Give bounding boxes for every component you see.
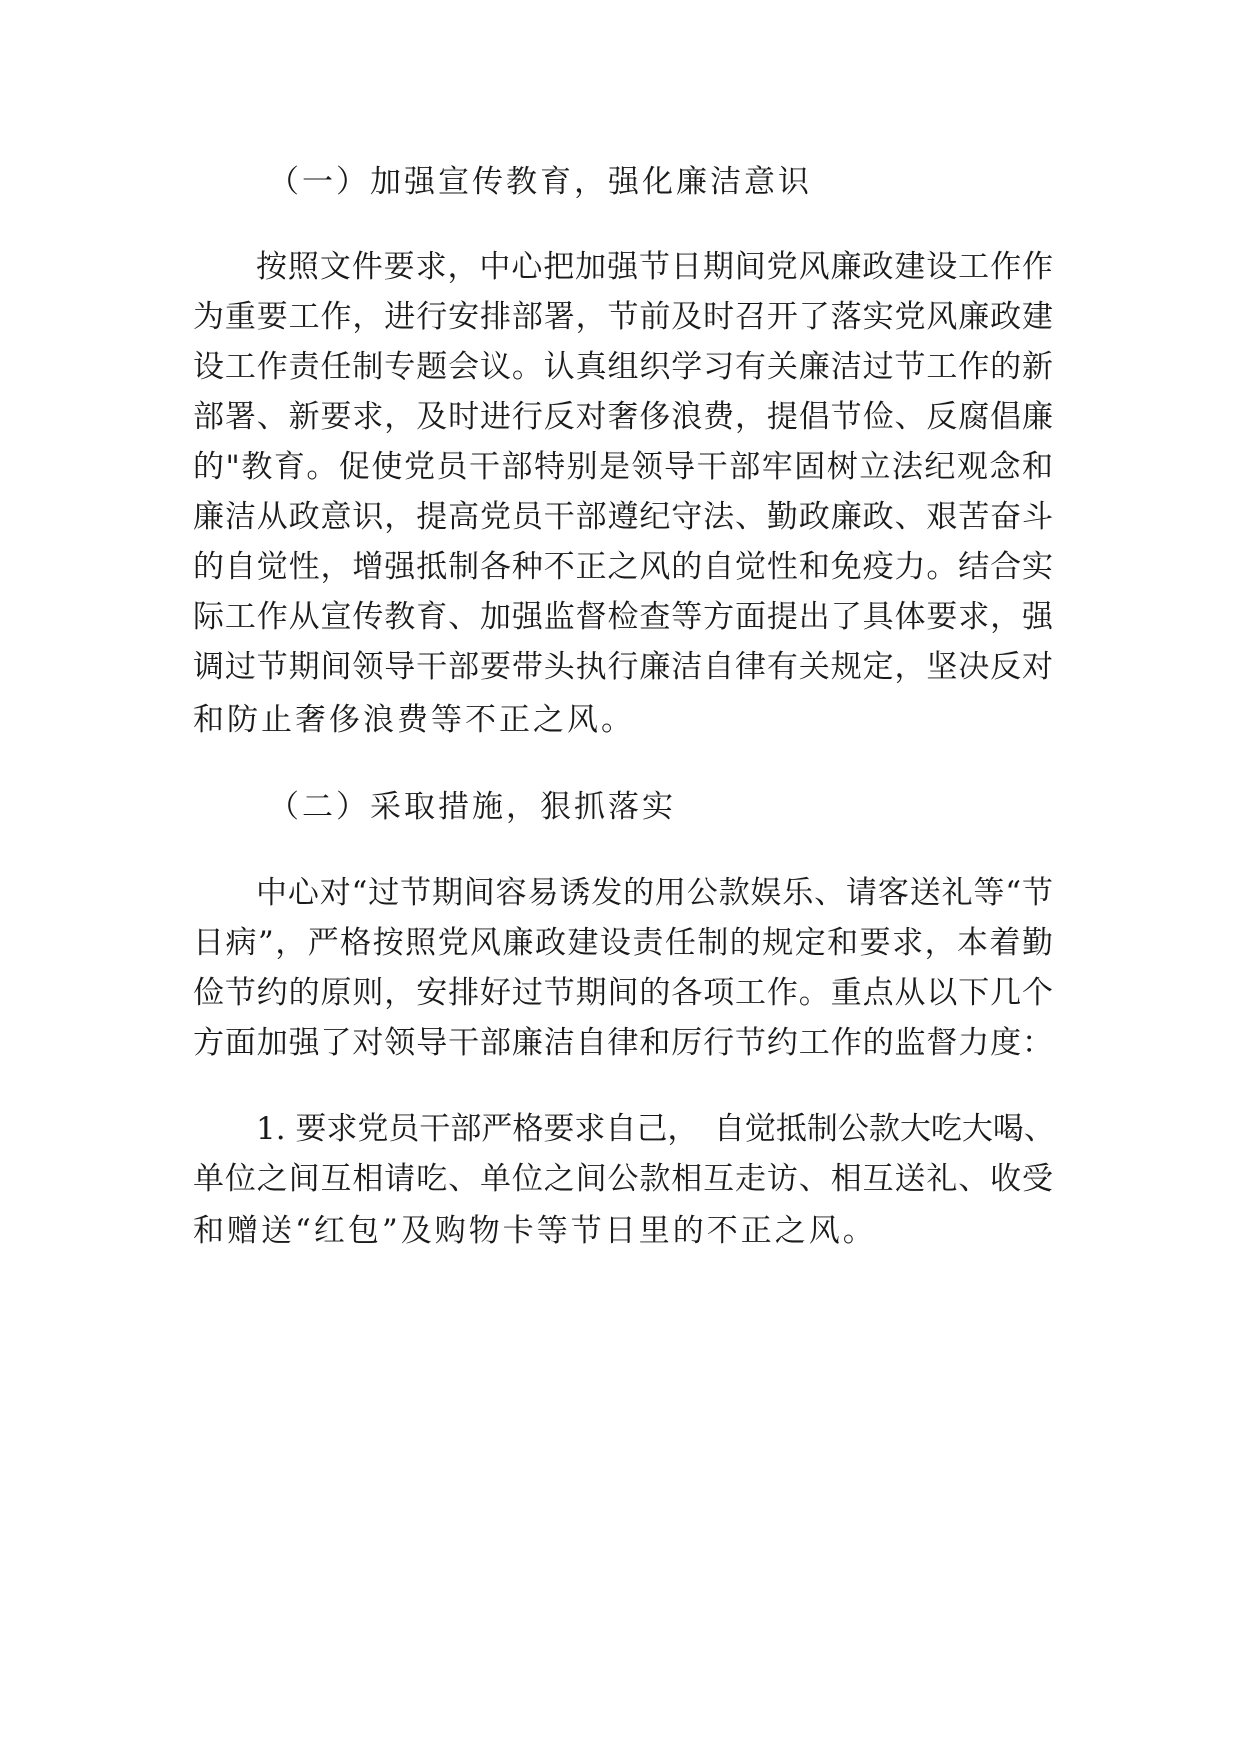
paragraph-line: 为重要工作，进行安排部署，节前及时召开了落实党风廉政建 [193, 299, 1053, 335]
list-item-line: 单位之间互相请吃、单位之间公款相互走访、相互送礼、收受 [193, 1161, 1053, 1197]
paragraph-line: 设工作责任制专题会议。认真组织学习有关廉洁过节工作的新 [193, 349, 1053, 385]
paragraph-line: 和防止奢侈浪费等不正之风。 [193, 702, 635, 738]
paragraph-line: 际工作从宣传教育、加强监督检查等方面提出了具体要求，强 [193, 599, 1053, 635]
paragraph-line: 俭节约的原则，安排好过节期间的各项工作。重点从以下几个 [193, 975, 1053, 1011]
list-item-line: 1. 要求党员干部严格要求自己， 自觉抵制公款大吃大喝、 [256, 1111, 1055, 1147]
paragraph-line: 方面加强了对领导干部廉洁自律和厉行节约工作的监督力度： [193, 1025, 1053, 1061]
paragraph-line: 的"教育。促使党员干部特别是领导干部牢固树立法纪观念和 [193, 449, 1053, 485]
paragraph-line: 按照文件要求，中心把加强节日期间党风廉政建设工作作 [256, 249, 1053, 285]
section-heading-1: （一）加强宣传教育，强化廉洁意识 [268, 164, 812, 200]
section-heading-2: （二）采取措施，狠抓落实 [268, 789, 676, 825]
paragraph-line: 部署、新要求，及时进行反对奢侈浪费，提倡节俭、反腐倡廉 [193, 399, 1053, 435]
paragraph-line: 日病”，严格按照党风廉政建设责任制的规定和要求，本着勤 [193, 925, 1053, 961]
paragraph-line: 调过节期间领导干部要带头执行廉洁自律有关规定，坚决反对 [193, 649, 1053, 685]
paragraph-line: 中心对“过节期间容易诱发的用公款娱乐、请客送礼等“节 [256, 875, 1053, 911]
paragraph-line: 廉洁从政意识，提高党员干部遵纪守法、勤政廉政、艰苦奋斗 [193, 499, 1053, 535]
paragraph-line: 的自觉性，增强抵制各种不正之风的自觉性和免疫力。结合实 [193, 549, 1053, 585]
list-item-line: 和赠送“红包”及购物卡等节日里的不正之风。 [193, 1213, 877, 1249]
